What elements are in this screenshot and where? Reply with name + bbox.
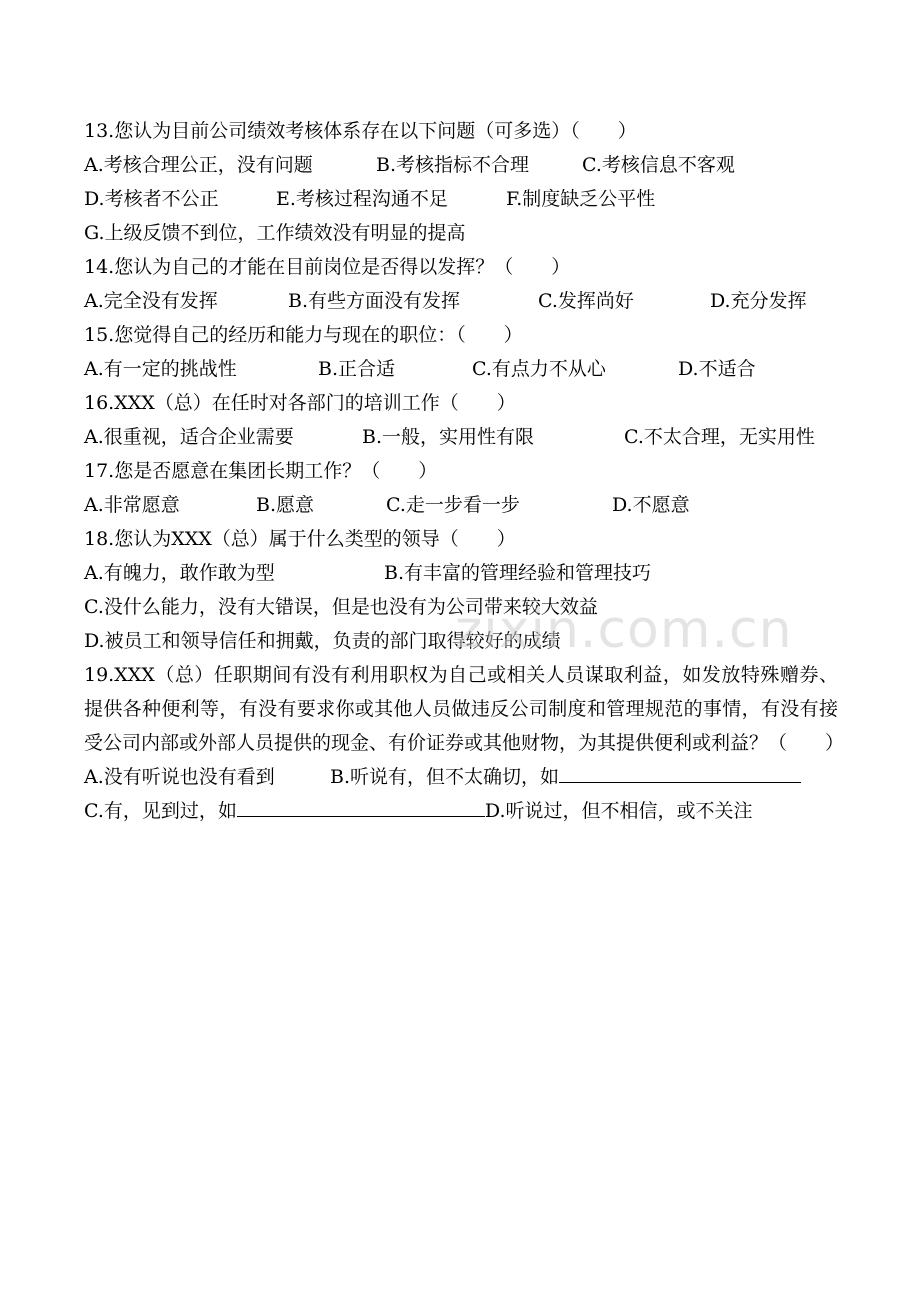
question-15-options (84, 352, 844, 386)
q18-option-c: C.没什么能力，没有大错误，但是也没有为公司带来较大效益 (84, 596, 598, 618)
q16-option-a: A.很重视，适合企业需要 (84, 426, 294, 448)
q13-option-e: E.考核过程沟通不足 (276, 188, 448, 210)
q15-option-d: D.不适合 (678, 358, 756, 380)
q16-option-c: C.不太合理，无实用性 (624, 426, 815, 448)
question-15: 15.您觉得自己的经历和能力与现在的职位：（ ） (84, 324, 523, 346)
q19-option-b-blank-line (559, 760, 801, 783)
question-14-options (84, 284, 844, 318)
question-13: 13.您认为目前公司绩效考核体系存在以下问题（可多选）（ ） (84, 120, 637, 142)
question-14: 14.您认为自己的才能在目前岗位是否得以发挥？（ ） (84, 256, 571, 278)
q14-option-d: D.充分发挥 (710, 290, 807, 312)
q19-option-a: A.没有听说也没有看到 (84, 766, 275, 788)
q13-option-d: D.考核者不公正 (84, 188, 219, 210)
question-13-options-row-1 (84, 148, 844, 182)
question-16-options (84, 420, 844, 454)
q14-option-c: C.发挥尚好 (538, 290, 634, 312)
q15-option-a: A.有一定的挑战性 (84, 358, 237, 380)
question-17: 17.您是否愿意在集团长期工作？（ ） (84, 460, 438, 482)
q14-option-b: B.有些方面没有发挥 (288, 290, 461, 312)
q17-option-c: C.走一步看一步 (386, 494, 520, 516)
question-17-options (84, 488, 844, 522)
q13-option-b: B.考核指标不合理 (376, 154, 530, 176)
q18-option-d: D.被员工和领导信任和拥戴，负责的部门取得较好的成绩 (84, 630, 561, 652)
q13-option-a: A.考核合理公正，没有问题 (84, 154, 313, 176)
q17-option-d: D.不愿意 (612, 494, 690, 516)
q19-option-b: B.听说有，但不太确切，如 (330, 766, 560, 788)
q13-option-g: G.上级反馈不到位，工作绩效没有明显的提高 (84, 222, 466, 244)
question-18: 18.您认为XXX（总）属于什么类型的领导（ ） (84, 528, 516, 550)
question-19-options-row-2 (84, 794, 844, 828)
q16-option-b: B.一般，实用性有限 (362, 426, 535, 448)
q17-option-b: B.愿意 (256, 494, 315, 516)
question-13-options-row-2 (84, 182, 844, 216)
q19-option-c: C.有，见到过，如 (84, 800, 237, 822)
q19-option-c-blank-line (237, 794, 485, 817)
question-19: 19.XXX（总）任职期间有没有利用职权为自己或相关人员谋取利益，如发放特殊赠券、提供各种便利等，有没有要求你或其他人员做违反公司制度和管理规范的事情，有没有接受公司内部或外部人员提供的现金、有价证券或其他财物，为其提供便利或利益？（ ） (84, 664, 845, 754)
question-19-options-row-1 (84, 760, 844, 794)
question-18-options-row-1 (84, 556, 844, 590)
question-16: 16.XXX（总）在任时对各部门的培训工作（ ） (84, 392, 516, 414)
q14-option-a: A.完全没有发挥 (84, 290, 218, 312)
q15-option-b: B.正合适 (318, 358, 396, 380)
q13-option-c: C.考核信息不客观 (582, 154, 735, 176)
q18-option-b: B.有丰富的管理经验和管理技巧 (384, 562, 652, 584)
watermark: zixin.com.cn (455, 600, 793, 660)
q19-option-d: D.听说过，但不相信，或不关注 (484, 800, 753, 822)
q17-option-a: A.非常愿意 (84, 494, 180, 516)
q13-option-f: F.制度缺乏公平性 (506, 188, 656, 210)
questionnaire-page (84, 114, 844, 828)
q15-option-c: C.有点力不从心 (472, 358, 606, 380)
q18-option-a: A.有魄力，敢作敢为型 (84, 562, 275, 584)
